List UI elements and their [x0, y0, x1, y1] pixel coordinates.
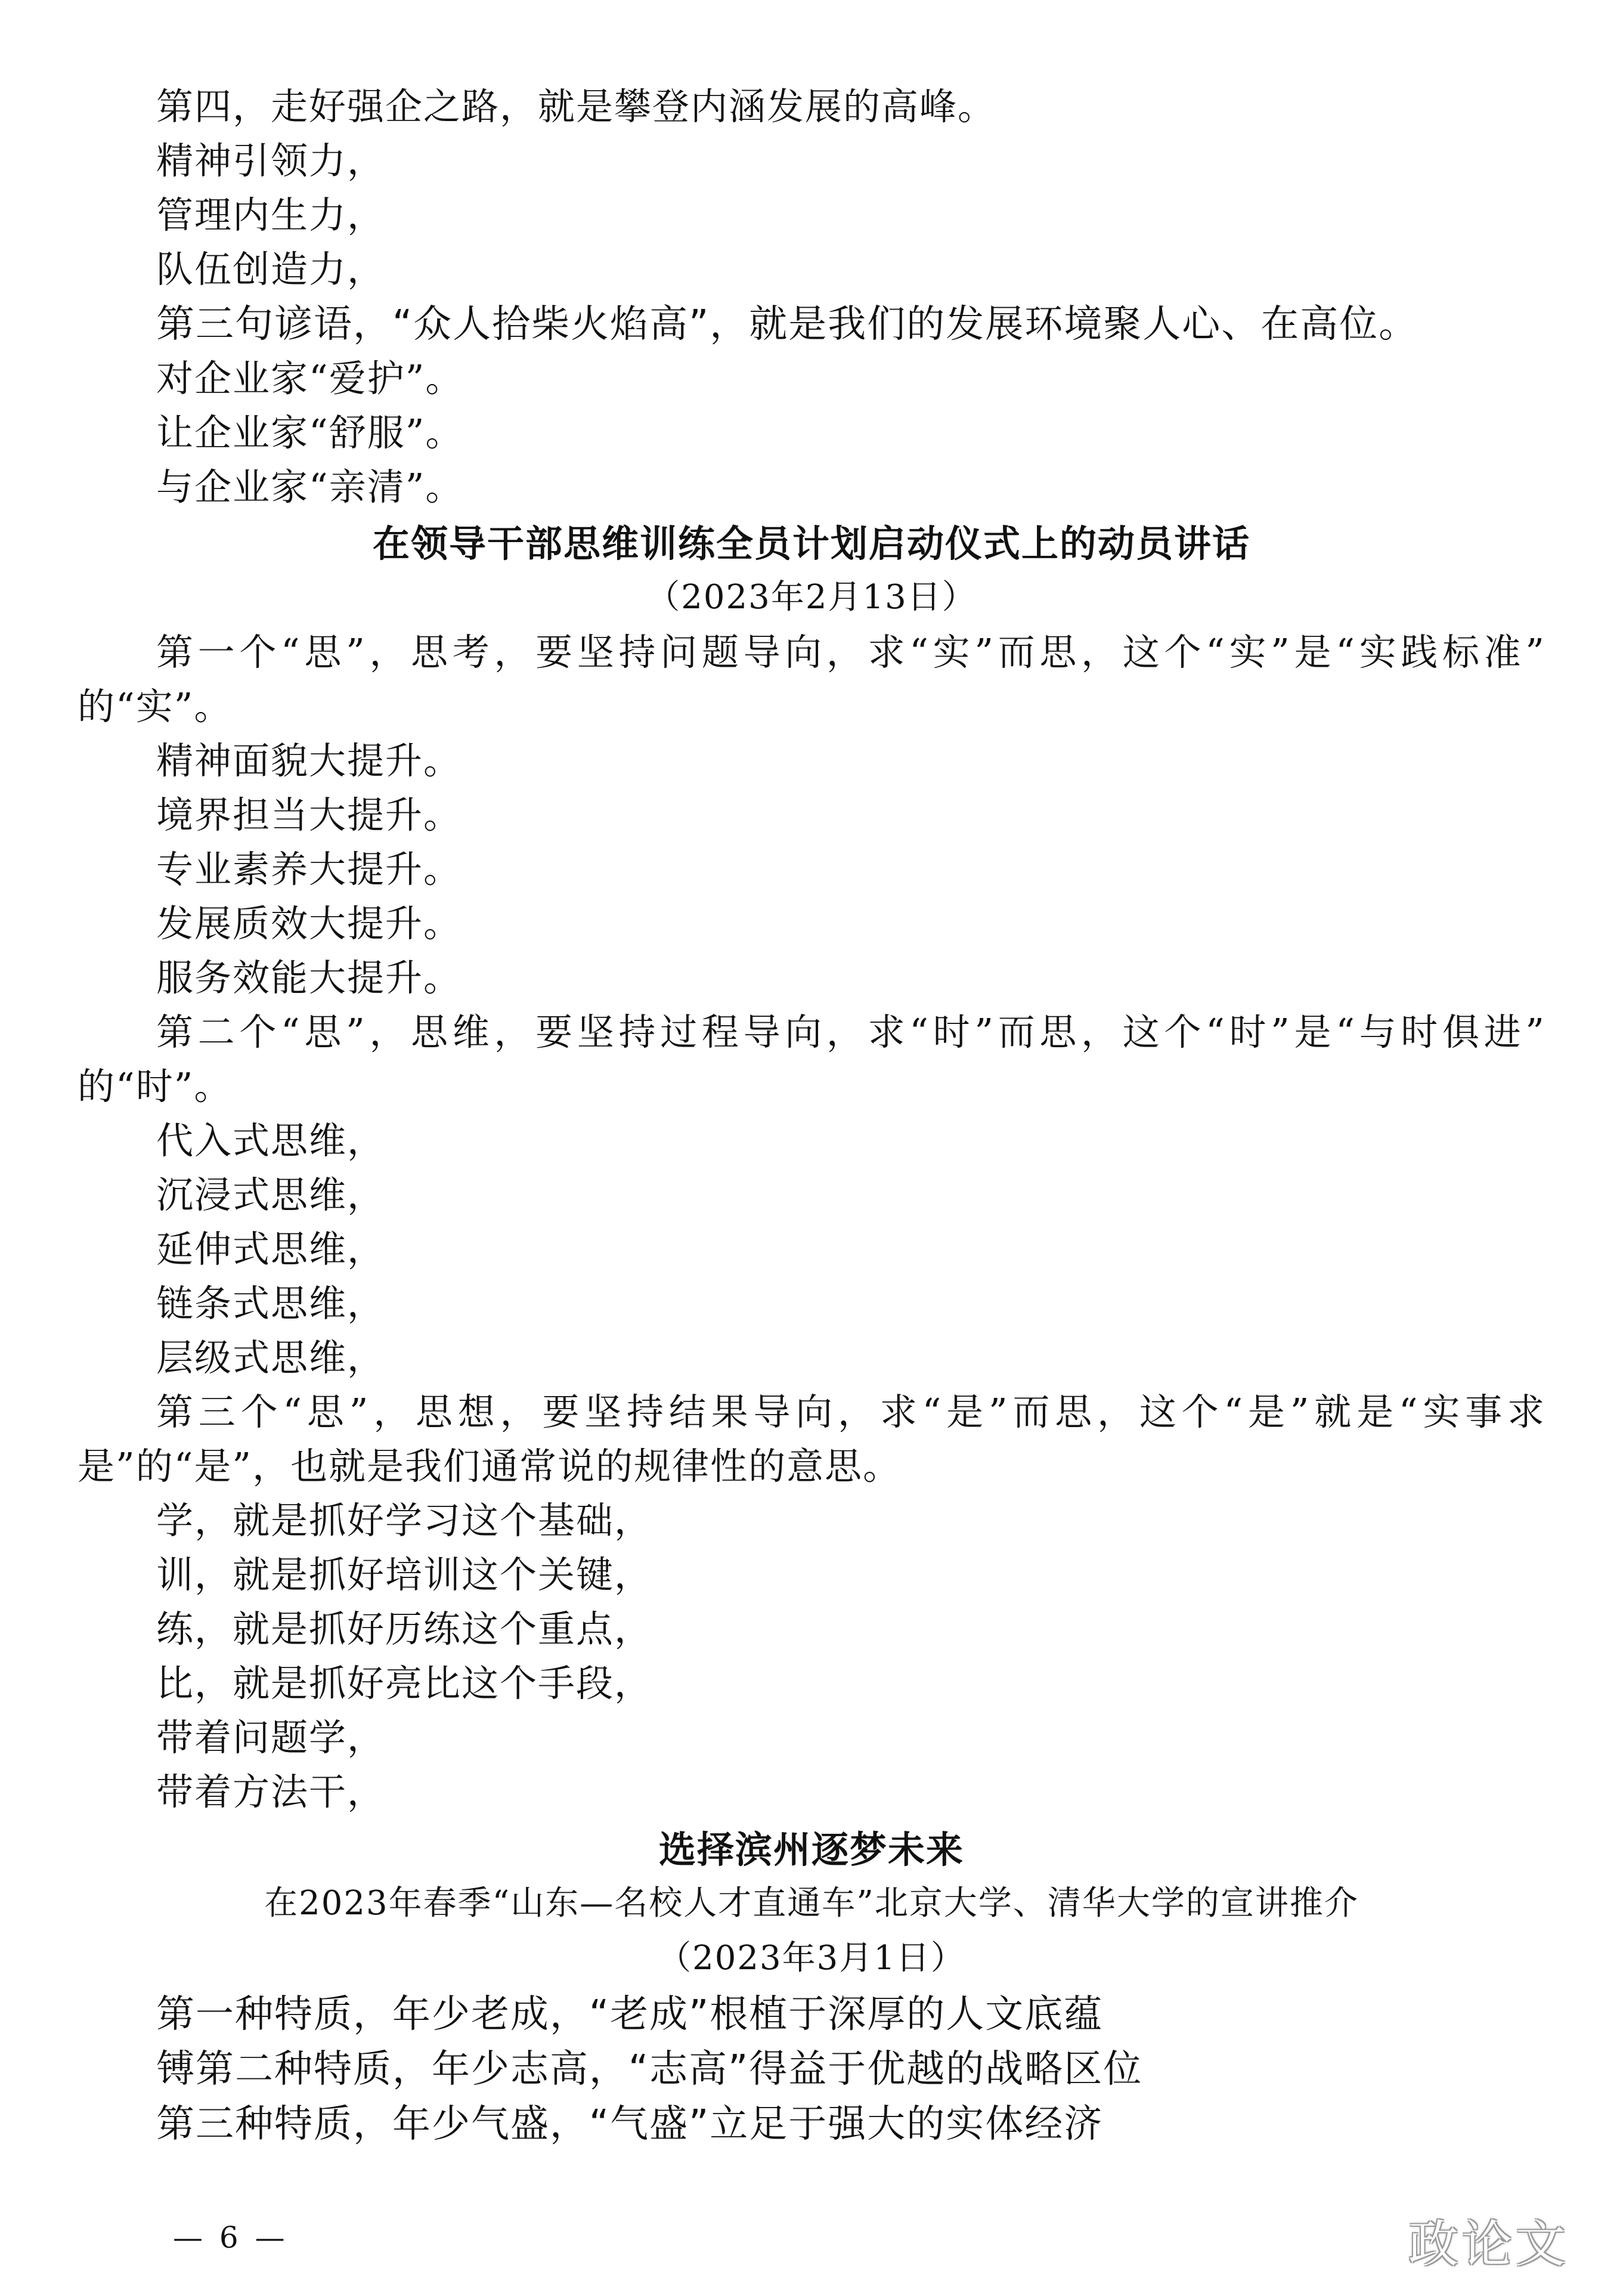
list-item: 境界担当大提升。 — [156, 793, 462, 837]
list-item: 比，就是抓好亮比这个手段， — [156, 1661, 653, 1705]
paragraph-line: 的“时”。 — [78, 1065, 233, 1108]
body-line: 第三句谚语，“众人拾柴火焰高”，就是我们的发展环境聚人心、在高位。 — [156, 302, 1418, 346]
body-line: 让企业家“舒服”。 — [156, 411, 464, 454]
list-item: 链条式思维， — [156, 1282, 386, 1325]
paragraph-line: 是”的“是”，也就是我们通常说的规律性的意思。 — [78, 1444, 902, 1488]
list-item: 服务效能大提升。 — [156, 956, 462, 1000]
list-item: 延伸式思维， — [156, 1227, 386, 1271]
paragraph-line: 第一个“思”，思考，要坚持问题导向，求“实”而思，这个“实”是“实践标准” — [156, 630, 1545, 674]
body-line: 对企业家“爱护”。 — [156, 357, 464, 400]
list-item: 精神面貌大提升。 — [156, 739, 462, 782]
list-item: 练，就是抓好历练这个重点， — [156, 1607, 653, 1651]
paragraph-line: 第二个“思”，思维，要坚持过程导向，求“时”而思，这个“时”是“与时俱进” — [156, 1010, 1545, 1054]
body-line: 镈第二种特质，年少志高，“志高”得益于优越的战略区位 — [156, 2047, 1143, 2091]
section-title: 在领导干部思维训练全员计划启动仪式上的动员讲话 — [372, 522, 1250, 565]
body-line: 第三种特质，年少气盛，“气盛”立足于强大的实体经济 — [156, 2102, 1104, 2146]
page-number: — 6 — — [173, 2220, 289, 2255]
list-item: 发展质效大提升。 — [156, 902, 462, 945]
section-date: （2023年3月1日） — [658, 1939, 965, 1978]
body-line: 队伍创造力， — [156, 247, 386, 291]
list-item: 训，就是抓好培训这个关键， — [156, 1553, 653, 1596]
list-item: 带着方法干， — [156, 1770, 386, 1814]
body-line: 第四，走好强企之路，就是攀登内涵发展的高峰。 — [156, 85, 996, 128]
body-line: 管理内生力， — [156, 193, 386, 237]
body-line: 第一种特质，年少老成，“老成”根植于深厚的人文底蕴 — [156, 1992, 1104, 2037]
list-item: 带着问题学， — [156, 1716, 386, 1759]
body-line: 精神引领力， — [156, 139, 386, 182]
list-item: 学，就是抓好学习这个基础， — [156, 1499, 653, 1542]
paragraph-line: 第三个“思”，思想，要坚持结果导向，求“是”而思，这个“是”就是“实事求 — [156, 1390, 1545, 1434]
section-title: 选择滨州逐梦未来 — [658, 1828, 964, 1871]
body-line: 与企业家“亲清”。 — [156, 465, 464, 509]
paragraph-line: 的“实”。 — [78, 685, 233, 728]
section-subtitle: 在2023年春季“山东—名校人才直通车”北京大学、清华大学的宣讲推介 — [264, 1884, 1359, 1923]
watermark: 政论文 — [1408, 2215, 1569, 2273]
list-item: 沉浸式思维， — [156, 1173, 386, 1217]
list-item: 层级式思维， — [156, 1336, 386, 1379]
list-item: 专业素养大提升。 — [156, 847, 462, 891]
list-item: 代入式思维， — [156, 1119, 386, 1162]
section-date: （2023年2月13日） — [646, 578, 977, 617]
